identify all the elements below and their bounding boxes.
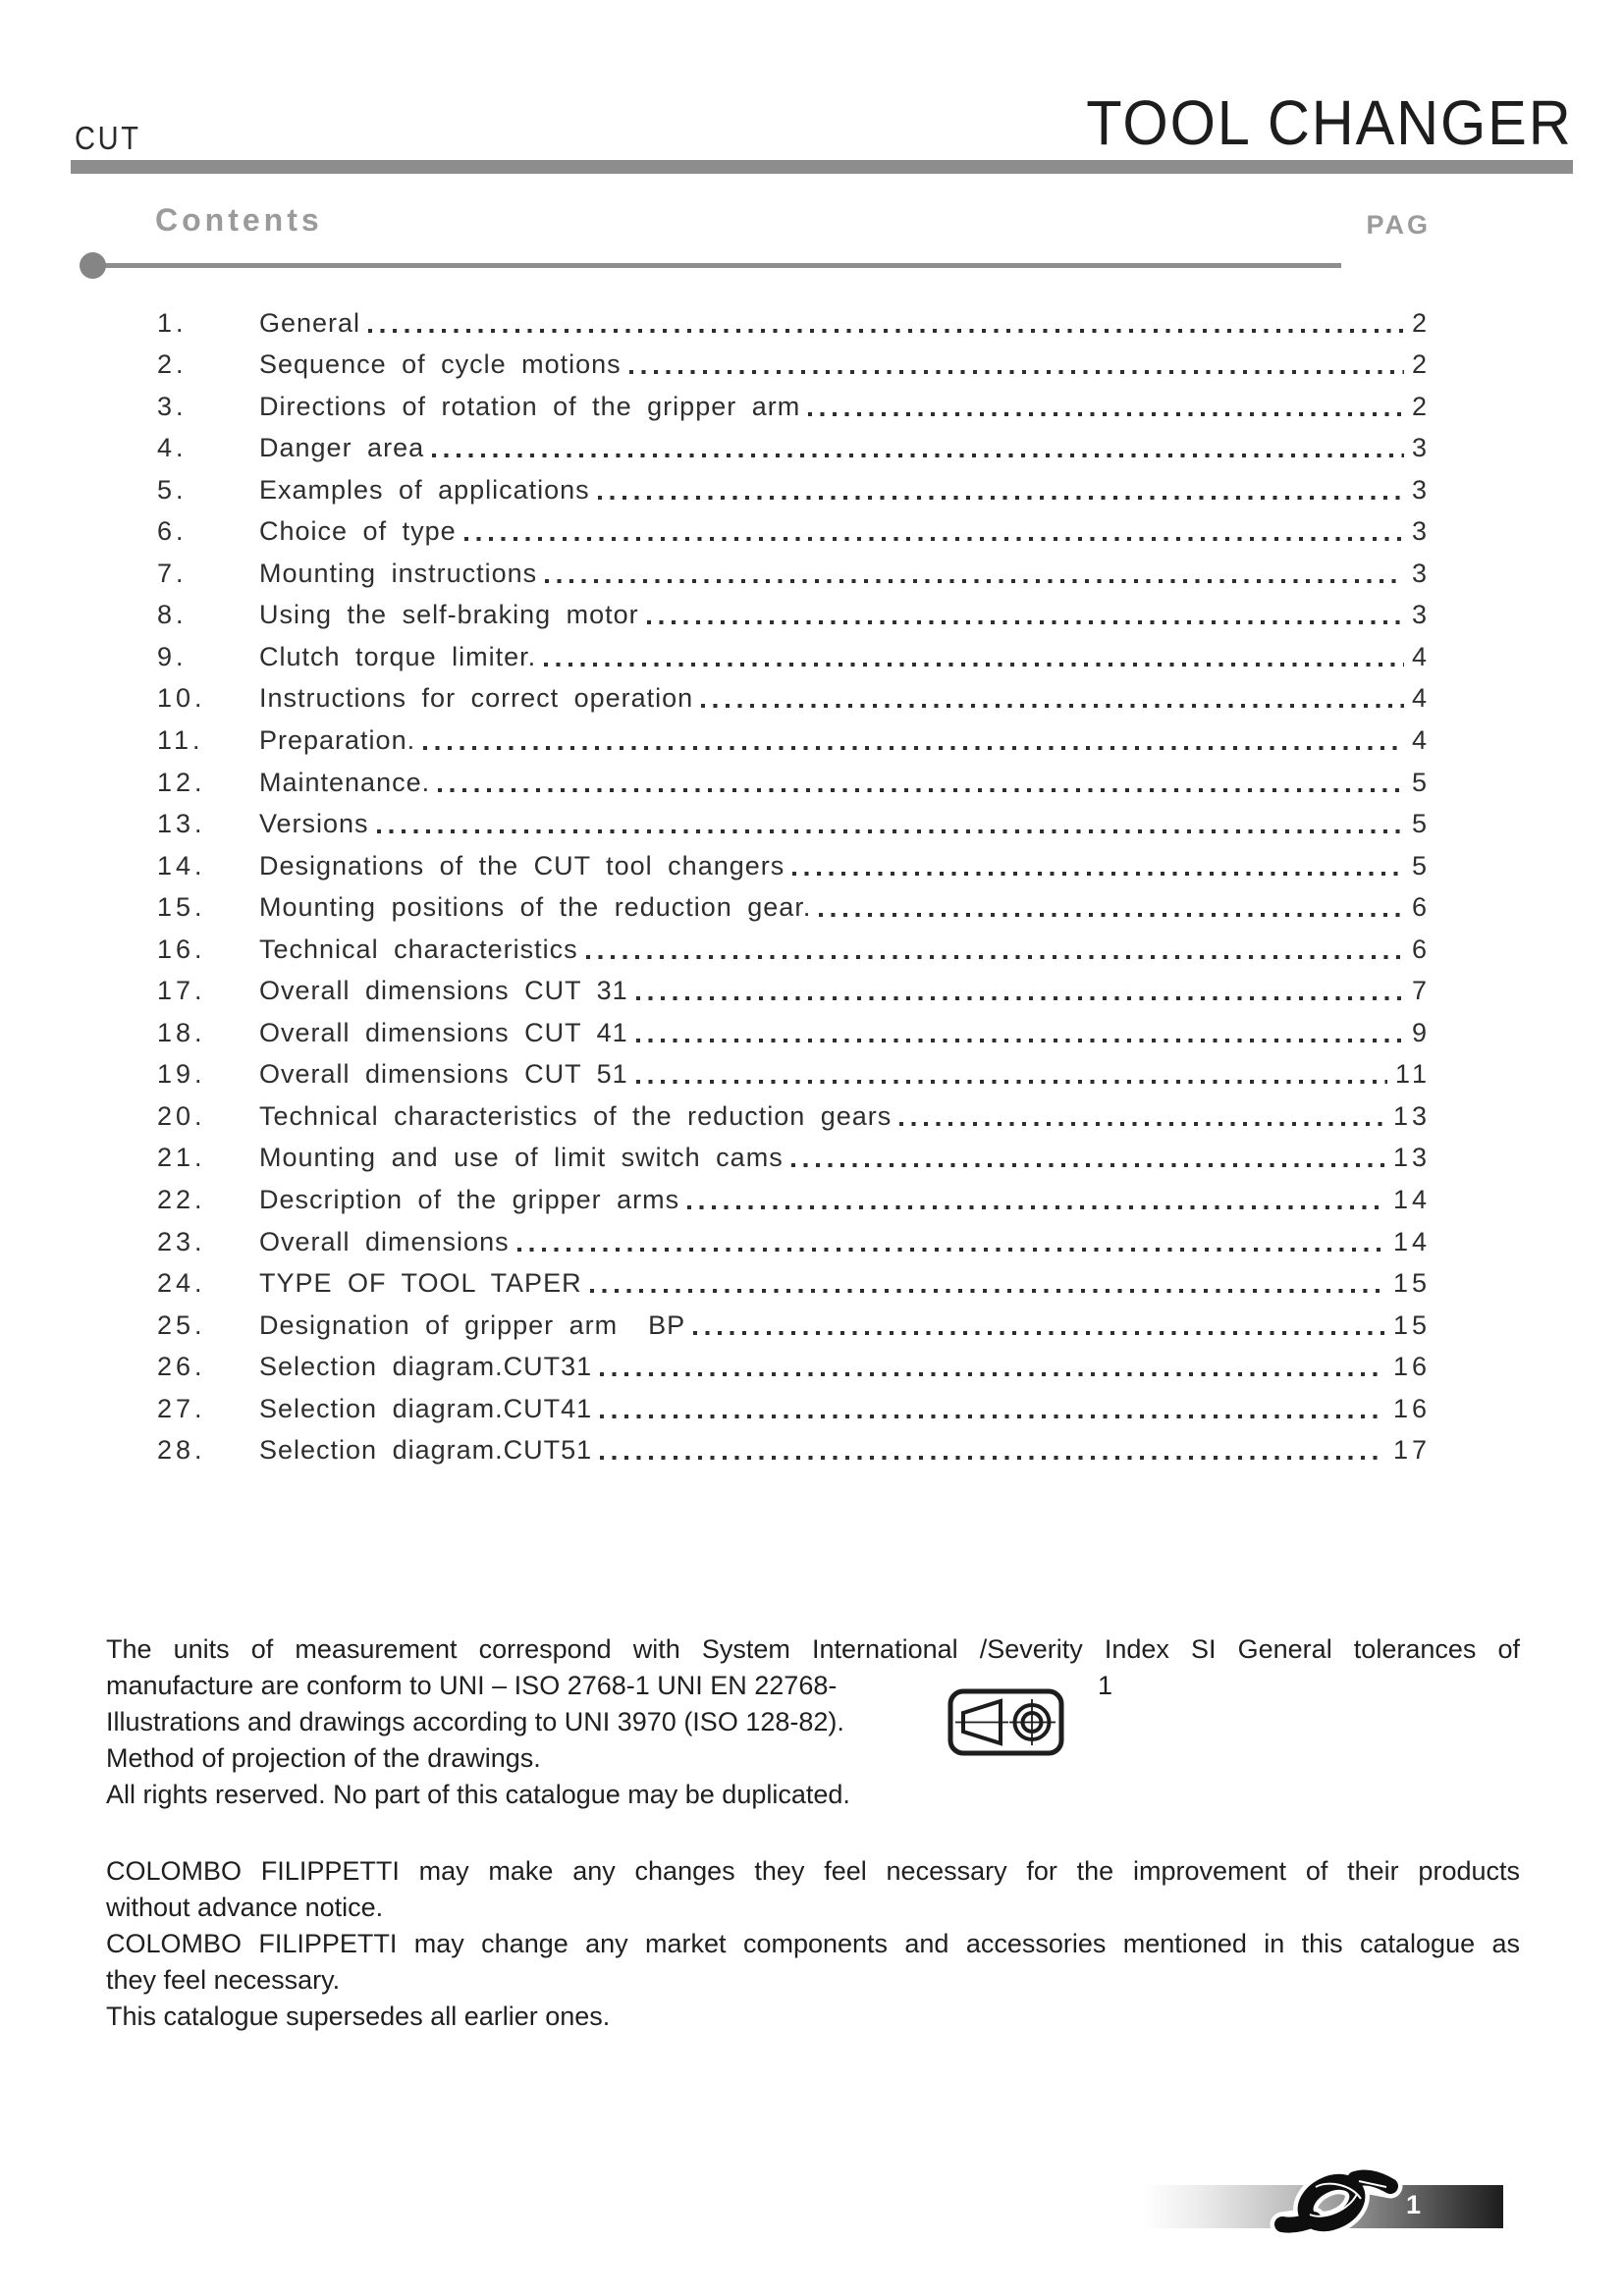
toc-entry-page: 5: [1411, 767, 1431, 797]
toc-entry-page: 16: [1392, 1352, 1431, 1382]
toc-leader-dots: [636, 996, 1404, 1000]
toc-entry-title: Clutch torque limiter.: [259, 641, 537, 671]
toc-leader-dots: [590, 1289, 1385, 1293]
toc-leader-dots: [636, 1080, 1387, 1084]
toc-entry-number: 4.: [157, 433, 188, 463]
toc-entry-number: 16.: [157, 934, 206, 964]
toc-entry-page: 4: [1411, 641, 1431, 671]
toc-row: [157, 965, 1431, 1007]
toc-leader-dots: [438, 788, 1404, 792]
toc-entry-page: 3: [1411, 600, 1431, 630]
toc-leader-dots: [600, 1415, 1385, 1418]
toc-entry-page: 16: [1392, 1393, 1431, 1423]
toc-entry-page: 11: [1394, 1059, 1431, 1090]
toc-entry-title: Mounting positions of the reduction gear.: [259, 892, 812, 923]
toc-entry-page: 13: [1392, 1143, 1431, 1173]
copyright-note: [106, 1853, 1520, 2035]
standards-note-line: Method of projection of the drawings.: [106, 1743, 541, 1773]
page-title: TOOL CHANGER: [1086, 87, 1573, 158]
toc-leader-dots: [598, 496, 1404, 500]
toc-row: [157, 881, 1431, 924]
toc-list: [157, 296, 1431, 1466]
brand-knot-logo-icon: [1265, 2150, 1410, 2252]
toc-entry-title: Maintenance.: [259, 767, 431, 797]
toc-leader-dots: [647, 620, 1404, 624]
toc-entry-number: 28.: [157, 1435, 206, 1466]
copyright-note-line: without advance notice.: [106, 1893, 384, 1922]
contents-rule-dot: [80, 252, 106, 279]
toc-row: [157, 1299, 1431, 1341]
toc-entry-page: 13: [1392, 1100, 1431, 1131]
copyright-note-line: COLOMBO FILIPPETTI may change any market components and accessories mentioned in this catalogue as: [106, 1929, 1520, 1958]
standards-note-line: All rights reserved. No part of this catalogue may be duplicated.: [106, 1780, 850, 1809]
toc-leader-dots: [899, 1122, 1385, 1126]
toc-entry-title: Instructions for correct operation: [259, 683, 694, 714]
toc-leader-dots: [432, 454, 1404, 457]
toc-entry-title: Selection diagram.CUT41: [259, 1393, 593, 1423]
standards-note-line: manufacture are conform to UNI – ISO 2768-1 UNI EN 22768-: [106, 1671, 838, 1700]
toc-entry-title: Designation of gripper arm BP: [259, 1309, 686, 1340]
toc-entry-number: 3.: [157, 391, 188, 421]
toc-entry-title: Examples of applications: [259, 474, 590, 505]
toc-leader-dots: [423, 746, 1404, 750]
toc-entry-title: Choice of type: [259, 516, 457, 547]
toc-leader-dots: [693, 1331, 1385, 1335]
toc-entry-page: 3: [1411, 558, 1431, 588]
toc-entry-page: 15: [1392, 1309, 1431, 1340]
toc-row: [157, 296, 1431, 339]
toc-row: [157, 1090, 1431, 1132]
toc-leader-dots: [701, 704, 1404, 708]
toc-entry-number: 18.: [157, 1017, 206, 1047]
toc-entry-title: TYPE OF TOOL TAPER: [259, 1268, 582, 1299]
toc-entry-number: 21.: [157, 1143, 206, 1173]
toc-row: [157, 339, 1431, 381]
toc-entry-title: Technical characteristics of the reduction gears: [259, 1100, 893, 1131]
toc-entry-number: 2.: [157, 349, 188, 380]
toc-entry-number: 5.: [157, 474, 188, 505]
toc-row: [157, 506, 1431, 548]
projection-method-icon: [947, 1688, 1065, 1757]
toc-entry-number: 6.: [157, 516, 188, 547]
toc-leader-dots: [600, 1372, 1385, 1376]
toc-entry-title: Selection diagram.CUT51: [259, 1435, 593, 1466]
toc-entry-page: 4: [1411, 725, 1431, 756]
contents-rule: [93, 263, 1341, 268]
toc-row: [157, 756, 1431, 798]
toc-entry-number: 8.: [157, 600, 188, 630]
toc-entry-title: Selection diagram.CUT31: [259, 1352, 593, 1382]
toc-row: [157, 672, 1431, 715]
toc-leader-dots: [808, 412, 1404, 416]
toc-entry-number: 17.: [157, 976, 206, 1006]
toc-row: [157, 1173, 1431, 1215]
toc-entry-page: 3: [1411, 516, 1431, 547]
toc-leader-dots: [791, 1163, 1385, 1167]
header-divider-bar: [71, 160, 1573, 174]
toc-leader-dots: [545, 579, 1404, 583]
toc-entry-title: Using the self-braking motor: [259, 600, 639, 630]
toc-row: [157, 923, 1431, 965]
toc-row: [157, 1006, 1431, 1048]
toc-entry-number: 15.: [157, 892, 206, 923]
toc-entry-page: 5: [1411, 809, 1431, 839]
toc-leader-dots: [600, 1456, 1385, 1460]
standards-note-line: Illustrations and drawings according to UNI 3970 (ISO 128-82).: [106, 1707, 844, 1736]
toc-entry-page: 2: [1411, 349, 1431, 380]
toc-row: [157, 714, 1431, 756]
toc-row: [157, 839, 1431, 881]
standards-note-line: The units of measurement correspond with System International /Severity Index SI General tolerances of: [106, 1634, 1520, 1664]
toc-entry-title: Overall dimensions CUT 51: [259, 1059, 628, 1090]
copyright-note-line: they feel necessary.: [106, 1965, 341, 1995]
toc-entry-title: Danger area: [259, 433, 425, 463]
toc-entry-page: 2: [1411, 391, 1431, 421]
toc-leader-dots: [586, 955, 1404, 959]
contents-heading: Contents: [155, 202, 323, 238]
toc-entry-number: 23.: [157, 1226, 206, 1256]
toc-row: [157, 630, 1431, 672]
toc-entry-title: Technical characteristics: [259, 934, 578, 964]
toc-entry-title: Versions: [259, 809, 369, 839]
toc-entry-title: Directions of rotation of the gripper arm: [259, 391, 801, 421]
toc-row: [157, 380, 1431, 422]
toc-entry-title: Description of the gripper arms: [259, 1185, 680, 1215]
toc-row: [157, 1048, 1431, 1091]
toc-row: [157, 1382, 1431, 1424]
toc-entry-title: Overall dimensions CUT 31: [259, 976, 628, 1006]
toc-leader-dots: [636, 1039, 1404, 1042]
toc-leader-dots: [368, 329, 1404, 333]
toc-entry-number: 10.: [157, 683, 206, 714]
page-column-label: PAG: [1366, 210, 1431, 240]
toc-entry-page: 9: [1411, 1017, 1431, 1047]
toc-row: [157, 422, 1431, 464]
toc-entry-page: 2: [1411, 307, 1431, 338]
toc-entry-title: Sequence of cycle motions: [259, 349, 622, 380]
page-number: 1: [1406, 2190, 1423, 2219]
toc-entry-number: 1.: [157, 307, 188, 338]
toc-entry-number: 26.: [157, 1352, 206, 1382]
toc-entry-page: 14: [1392, 1185, 1431, 1215]
toc-leader-dots: [792, 872, 1404, 876]
toc-entry-title: Mounting instructions: [259, 558, 538, 588]
toc-entry-title: Mounting and use of limit switch cams: [259, 1143, 784, 1173]
toc-entry-page: 4: [1411, 683, 1431, 714]
toc-entry-title: Designations of the CUT tool changers: [259, 850, 785, 881]
toc-entry-title: General: [259, 307, 361, 338]
toc-entry-page: 6: [1411, 934, 1431, 964]
toc-entry-title: Preparation.: [259, 725, 416, 756]
toc-entry-number: 20.: [157, 1100, 206, 1131]
toc-row: [157, 798, 1431, 840]
toc-entry-number: 13.: [157, 809, 206, 839]
toc-entry-page: 17: [1392, 1435, 1431, 1466]
toc-entry-number: 7.: [157, 558, 188, 588]
toc-row: [157, 1424, 1431, 1467]
toc-entry-number: 19.: [157, 1059, 206, 1090]
toc-entry-page: 5: [1411, 850, 1431, 881]
toc-entry-number: 11.: [157, 725, 204, 756]
toc-entry-number: 24.: [157, 1268, 206, 1299]
toc-leader-dots: [517, 1248, 1385, 1252]
toc-leader-dots: [377, 829, 1404, 833]
toc-entry-number: 27.: [157, 1393, 206, 1423]
copyright-note-line: This catalogue supersedes all earlier ones.: [106, 2002, 611, 2031]
toc-entry-page: 6: [1411, 892, 1431, 923]
toc-entry-page: 3: [1411, 474, 1431, 505]
toc-leader-dots: [819, 913, 1404, 917]
toc-row: [157, 589, 1431, 631]
toc-row: [157, 547, 1431, 589]
copyright-note-line: COLOMBO FILIPPETTI may make any changes they feel necessary for the improvement of their products: [106, 1856, 1520, 1886]
toc-entry-number: 25.: [157, 1309, 206, 1340]
toc-entry-title: Overall dimensions: [259, 1226, 510, 1256]
product-name: CUT: [75, 120, 141, 156]
toc-row: [157, 1132, 1431, 1174]
standards-note-suffix: 1: [1098, 1671, 1113, 1700]
toc-entry-page: 15: [1392, 1268, 1431, 1299]
toc-entry-page: 7: [1411, 976, 1431, 1006]
toc-row: [157, 1215, 1431, 1257]
toc-entry-number: 14.: [157, 850, 206, 881]
toc-leader-dots: [629, 370, 1404, 374]
toc-row: [157, 1257, 1431, 1300]
toc-entry-number: 9.: [157, 641, 188, 671]
toc-entry-page: 3: [1411, 433, 1431, 463]
toc-entry-page: 14: [1392, 1226, 1431, 1256]
toc-row: [157, 463, 1431, 506]
toc-row: [157, 1341, 1431, 1383]
toc-leader-dots: [687, 1205, 1385, 1209]
toc-entry-number: 22.: [157, 1185, 206, 1215]
toc-entry-number: 12.: [157, 767, 206, 797]
standards-note: [106, 1631, 1520, 1813]
toc-leader-dots: [544, 663, 1404, 667]
toc-entry-title: Overall dimensions CUT 41: [259, 1017, 628, 1047]
toc-leader-dots: [464, 537, 1404, 541]
